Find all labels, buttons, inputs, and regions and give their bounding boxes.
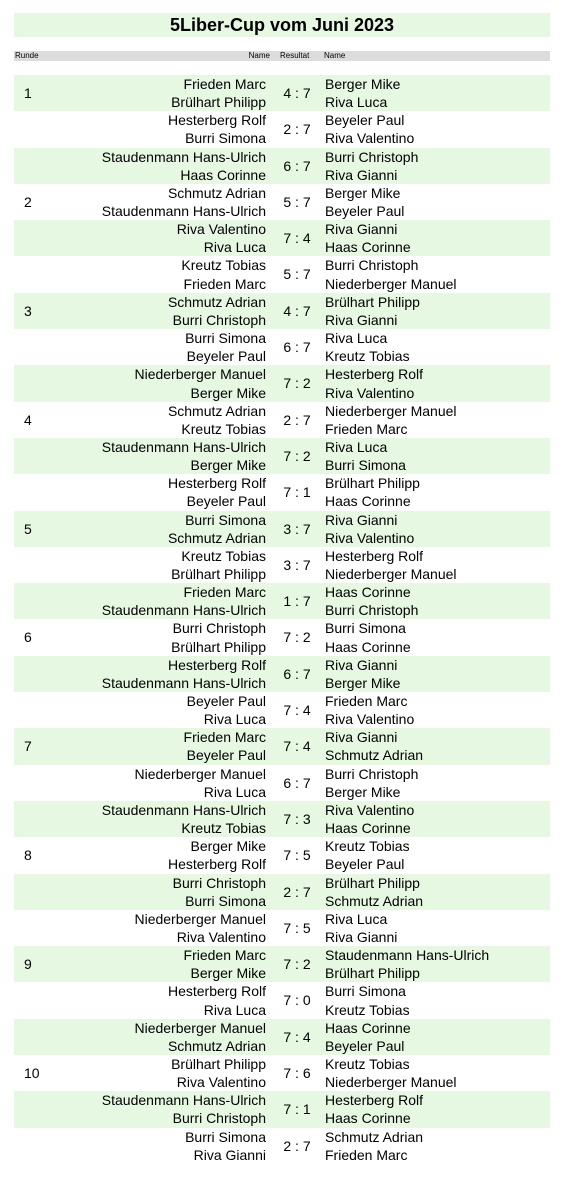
player-name: Burri Christoph: [172, 620, 266, 637]
table-row: [14, 1091, 550, 1127]
player-name: Haas Corinne: [325, 1110, 411, 1127]
player-name: Riva Gianni: [325, 311, 398, 328]
team-right: [325, 1091, 423, 1127]
player-name: Riva Luca: [325, 330, 388, 347]
player-name: Hesterberg Rolf: [325, 366, 424, 383]
player-name: Staudenmann Hans-Ulrich: [101, 602, 266, 619]
player-name: Staudenmann Hans-Ulrich: [101, 148, 266, 165]
player-name: Berger Mike: [190, 457, 266, 474]
player-name: Kreutz Tobias: [325, 838, 410, 855]
player-name: Riva Gianni: [325, 928, 398, 945]
team-left: [171, 547, 266, 583]
player-name: Burri Simona: [185, 892, 266, 909]
player-name: Burri Christoph: [172, 874, 266, 891]
player-name: Hesterberg Rolf: [325, 547, 424, 564]
player-name: Staudenmann Hans-Ulrich: [101, 1092, 266, 1109]
team-right: [325, 293, 420, 329]
match-score: 3 : 7: [283, 520, 311, 537]
player-name: Frieden Marc: [183, 729, 266, 746]
player-name: Staudenmann Hans-Ulrich: [101, 674, 266, 691]
player-name: Niederberger Manuel: [325, 275, 457, 292]
team-right: [325, 220, 411, 256]
match-score: 7 : 2: [283, 956, 311, 973]
round-number: 1: [24, 85, 32, 101]
player-name: Frieden Marc: [325, 420, 408, 437]
player-name: Riva Valentino: [325, 711, 415, 728]
team-right: [325, 329, 410, 365]
player-name: Kreutz Tobias: [325, 1001, 410, 1018]
team-right: [325, 111, 414, 147]
player-name: Riva Valentino: [325, 384, 415, 401]
team-left: [102, 148, 266, 184]
player-name: Niederberger Manuel: [325, 566, 457, 582]
player-name: Schmutz Adrian: [325, 892, 424, 909]
table-row: [14, 256, 550, 292]
table-row: [14, 438, 550, 474]
player-name: Burri Christoph: [325, 765, 419, 782]
player-name: Haas Corinne: [325, 493, 411, 510]
match-score: 6 : 7: [283, 665, 311, 682]
round-number: 8: [24, 847, 32, 864]
player-name: Brülhart Philipp: [171, 638, 266, 655]
match-score: 7 : 4: [283, 738, 311, 755]
player-name: Riva Luca: [325, 910, 388, 927]
player-name: Staudenmann Hans-Ulrich: [101, 801, 266, 818]
team-left: [171, 75, 266, 111]
player-name: Riva Valentino: [325, 130, 415, 147]
match-score: 7 : 1: [283, 1101, 311, 1118]
team-left: [134, 1019, 266, 1055]
player-name: Burri Simona: [325, 983, 406, 1000]
match-score: 7 : 4: [283, 1028, 311, 1045]
match-score: 7 : 2: [283, 629, 311, 646]
player-name: Riva Luca: [203, 711, 266, 728]
team-left: [171, 1055, 266, 1091]
team-right: [325, 402, 457, 438]
table-row: [14, 692, 550, 728]
player-name: Hesterberg Rolf: [167, 856, 266, 873]
round-number: 10: [24, 1065, 40, 1082]
table-row: [14, 1019, 550, 1055]
player-name: Haas Corinne: [325, 638, 411, 655]
round-number: 5: [24, 520, 32, 537]
team-right: [325, 365, 423, 401]
player-name: Burri Christoph: [325, 602, 419, 619]
player-name: Berger Mike: [325, 783, 401, 800]
player-name: Hesterberg Rolf: [167, 112, 266, 129]
player-name: Burri Simona: [185, 511, 266, 528]
table-row: [14, 547, 550, 583]
player-name: Schmutz Adrian: [167, 1037, 266, 1054]
match-score: 4 : 7: [283, 85, 311, 101]
table-row: [14, 946, 550, 982]
player-name: Hesterberg Rolf: [167, 475, 266, 492]
player-name: Riva Valentino: [176, 221, 266, 238]
player-name: Riva Luca: [203, 1001, 266, 1018]
player-name: Frieden Marc: [325, 1146, 408, 1163]
player-name: Burri Christoph: [325, 257, 419, 274]
player-name: Beyeler Paul: [325, 856, 405, 873]
player-name: Riva Gianni: [325, 511, 398, 528]
player-name: Burri Christoph: [172, 1110, 266, 1127]
team-left: [102, 184, 266, 220]
table-row: [14, 329, 550, 365]
table-row: [14, 402, 550, 438]
table-row: [14, 837, 550, 873]
player-name: Beyeler Paul: [186, 747, 266, 764]
player-name: Kreutz Tobias: [181, 257, 266, 274]
team-left: [168, 511, 266, 547]
table-row: [14, 474, 550, 510]
table-row: [14, 656, 550, 692]
player-name: Hesterberg Rolf: [167, 656, 266, 673]
match-score: 7 : 3: [283, 810, 311, 827]
match-score: 7 : 2: [283, 375, 311, 392]
player-name: Riva Valentino: [176, 1074, 266, 1091]
player-name: Frieden Marc: [325, 693, 408, 710]
match-score: 3 : 7: [283, 556, 311, 573]
match-score: 7 : 1: [283, 484, 311, 501]
round-number: 2: [24, 193, 32, 210]
match-score: 7 : 2: [283, 447, 311, 464]
player-name: Staudenmann Hans-Ulrich: [101, 203, 266, 220]
table-row: [14, 619, 550, 655]
table-row: [14, 511, 550, 547]
table-row: [14, 184, 550, 220]
player-name: Brülhart Philipp: [171, 566, 266, 582]
player-name: Riva Gianni: [325, 221, 398, 238]
round-number: 3: [24, 302, 32, 319]
header-resultat: Resultat: [280, 51, 310, 60]
table-row: [14, 801, 550, 837]
team-right: [325, 438, 406, 474]
player-name: Beyeler Paul: [186, 693, 266, 710]
player-name: Haas Corinne: [325, 1019, 411, 1036]
player-name: Niederberger Manuel: [134, 765, 266, 782]
match-score: 1 : 7: [283, 593, 311, 610]
team-left: [102, 438, 266, 474]
match-score: 5 : 7: [283, 193, 311, 210]
player-name: Beyeler Paul: [186, 348, 266, 365]
table-row: [14, 583, 550, 619]
team-right: [325, 184, 404, 220]
player-name: Schmutz Adrian: [167, 184, 266, 201]
player-name: Kreutz Tobias: [181, 820, 266, 837]
team-right: [325, 1128, 423, 1164]
team-right: [325, 765, 418, 801]
player-name: Berger Mike: [325, 674, 401, 691]
player-name: Brülhart Philipp: [325, 475, 420, 492]
player-name: Staudenmann Hans-Ulrich: [101, 438, 266, 455]
team-right: [325, 75, 400, 111]
player-name: Hesterberg Rolf: [325, 1092, 424, 1109]
team-left: [134, 910, 266, 946]
player-name: Niederberger Manuel: [134, 1019, 266, 1036]
team-left: [134, 365, 266, 401]
team-left: [187, 692, 266, 728]
team-right: [325, 801, 414, 837]
player-name: Brülhart Philipp: [325, 965, 420, 982]
team-right: [325, 837, 410, 873]
player-name: Schmutz Adrian: [167, 529, 266, 546]
player-name: Staudenmann Hans-Ulrich: [325, 947, 490, 964]
player-name: Brülhart Philipp: [325, 874, 420, 891]
team-right: [325, 692, 414, 728]
player-name: Schmutz Adrian: [325, 1128, 424, 1145]
player-name: Riva Gianni: [325, 166, 398, 183]
team-right: [325, 910, 397, 946]
match-score: 7 : 4: [283, 230, 311, 247]
player-name: Haas Corinne: [180, 166, 266, 183]
match-score: 4 : 7: [283, 302, 311, 319]
player-name: Kreutz Tobias: [181, 547, 266, 564]
table-row: [14, 111, 550, 147]
player-name: Kreutz Tobias: [325, 1056, 410, 1073]
player-name: Niederberger Manuel: [325, 402, 457, 419]
player-name: Brülhart Philipp: [171, 1056, 266, 1073]
player-name: Riva Gianni: [325, 729, 398, 746]
table-row: [14, 1055, 550, 1091]
player-name: Brülhart Philipp: [171, 94, 266, 111]
header-name-left: Name: [248, 51, 270, 60]
table-row: [14, 1128, 550, 1164]
team-left: [171, 619, 266, 655]
page-title: 5Liber-Cup vom Juni 2023: [14, 13, 550, 37]
team-left: [102, 801, 266, 837]
match-score: 2 : 7: [283, 411, 311, 428]
team-left: [184, 728, 266, 764]
team-right: [325, 1055, 457, 1091]
player-name: Hesterberg Rolf: [167, 983, 266, 1000]
match-score: 7 : 6: [283, 1065, 311, 1082]
team-right: [325, 619, 411, 655]
player-name: Berger Mike: [325, 184, 401, 201]
player-name: Burri Simona: [185, 130, 266, 147]
team-left: [181, 256, 266, 292]
player-name: Burri Simona: [185, 1128, 266, 1145]
team-right: [325, 656, 400, 692]
match-score: 7 : 5: [283, 919, 311, 936]
player-name: Beyeler Paul: [325, 112, 405, 129]
round-number: 6: [24, 629, 32, 646]
player-name: Frieden Marc: [183, 275, 266, 292]
table-row: [14, 765, 550, 801]
team-right: [325, 583, 418, 619]
team-right: [325, 728, 423, 764]
team-left: [173, 874, 266, 910]
player-name: Berger Mike: [325, 76, 401, 92]
player-name: Riva Luca: [203, 783, 266, 800]
player-name: Frieden Marc: [183, 947, 266, 964]
player-name: Riva Luca: [203, 239, 266, 256]
team-right: [325, 874, 423, 910]
team-left: [168, 474, 266, 510]
team-left: [185, 1128, 266, 1164]
player-name: Schmutz Adrian: [325, 747, 424, 764]
player-name: Frieden Marc: [183, 76, 266, 92]
team-left: [102, 583, 266, 619]
player-name: Beyeler Paul: [186, 493, 266, 510]
player-name: Riva Luca: [325, 438, 388, 455]
player-name: Riva Valentino: [325, 801, 415, 818]
team-left: [168, 111, 266, 147]
match-score: 7 : 4: [283, 702, 311, 719]
team-left: [177, 220, 266, 256]
player-name: Berger Mike: [190, 965, 266, 982]
player-name: Riva Luca: [325, 94, 388, 111]
match-score: 2 : 7: [283, 1137, 311, 1154]
header-name-right: Name: [324, 51, 346, 60]
player-name: Niederberger Manuel: [134, 910, 266, 927]
match-score: 6 : 7: [283, 339, 311, 356]
match-score: 5 : 7: [283, 266, 311, 283]
table-row: [14, 293, 550, 329]
round-number: 4: [24, 411, 32, 428]
table-row: [14, 982, 550, 1018]
player-name: Beyeler Paul: [325, 203, 405, 220]
player-name: Kreutz Tobias: [181, 420, 266, 437]
match-score: 6 : 7: [283, 157, 311, 174]
player-name: Riva Valentino: [176, 928, 266, 945]
player-name: Kreutz Tobias: [325, 348, 410, 365]
team-left: [184, 946, 266, 982]
team-left: [168, 293, 266, 329]
table-row: [14, 874, 550, 910]
team-left: [102, 1091, 266, 1127]
match-score: 7 : 5: [283, 847, 311, 864]
table-row: [14, 148, 550, 184]
player-name: Riva Gianni: [193, 1146, 266, 1163]
player-name: Berger Mike: [190, 838, 266, 855]
team-right: [325, 1019, 411, 1055]
team-left: [102, 656, 266, 692]
player-name: Schmutz Adrian: [167, 402, 266, 419]
team-right: [325, 946, 489, 982]
round-number: 7: [24, 738, 32, 755]
table-row: [14, 728, 550, 764]
player-name: Beyeler Paul: [325, 1037, 405, 1054]
player-name: Schmutz Adrian: [167, 293, 266, 310]
player-name: Haas Corinne: [325, 239, 411, 256]
team-right: [325, 474, 420, 510]
team-left: [168, 982, 266, 1018]
player-name: Burri Simona: [185, 330, 266, 347]
player-name: Frieden Marc: [183, 584, 266, 601]
round-number: 9: [24, 956, 32, 973]
player-name: Burri Christoph: [325, 148, 419, 165]
player-name: Burri Christoph: [172, 311, 266, 328]
player-name: Riva Gianni: [325, 656, 398, 673]
match-score: 2 : 7: [283, 121, 311, 138]
team-left: [134, 765, 266, 801]
team-left: [168, 837, 266, 873]
player-name: Burri Simona: [325, 620, 406, 637]
match-score: 6 : 7: [283, 774, 311, 791]
player-name: Burri Simona: [325, 457, 406, 474]
team-right: [325, 256, 457, 292]
team-right: [325, 511, 414, 547]
table-row: [14, 910, 550, 946]
match-table: [14, 75, 550, 1164]
team-right: [325, 148, 418, 184]
team-left: [168, 402, 266, 438]
team-right: [325, 982, 410, 1018]
table-row: [14, 220, 550, 256]
player-name: Haas Corinne: [325, 820, 411, 837]
match-score: 7 : 0: [283, 992, 311, 1009]
player-name: Brülhart Philipp: [325, 293, 420, 310]
header-runde: Runde: [15, 51, 39, 60]
team-right: [325, 547, 457, 583]
player-name: Niederberger Manuel: [325, 1074, 457, 1091]
table-row: [14, 75, 550, 111]
table-header: [14, 51, 550, 61]
player-name: Haas Corinne: [325, 584, 411, 601]
team-left: [185, 329, 266, 365]
player-name: Riva Valentino: [325, 529, 415, 546]
player-name: Berger Mike: [190, 384, 266, 401]
table-row: [14, 365, 550, 401]
player-name: Niederberger Manuel: [134, 366, 266, 383]
match-score: 2 : 7: [283, 883, 311, 900]
